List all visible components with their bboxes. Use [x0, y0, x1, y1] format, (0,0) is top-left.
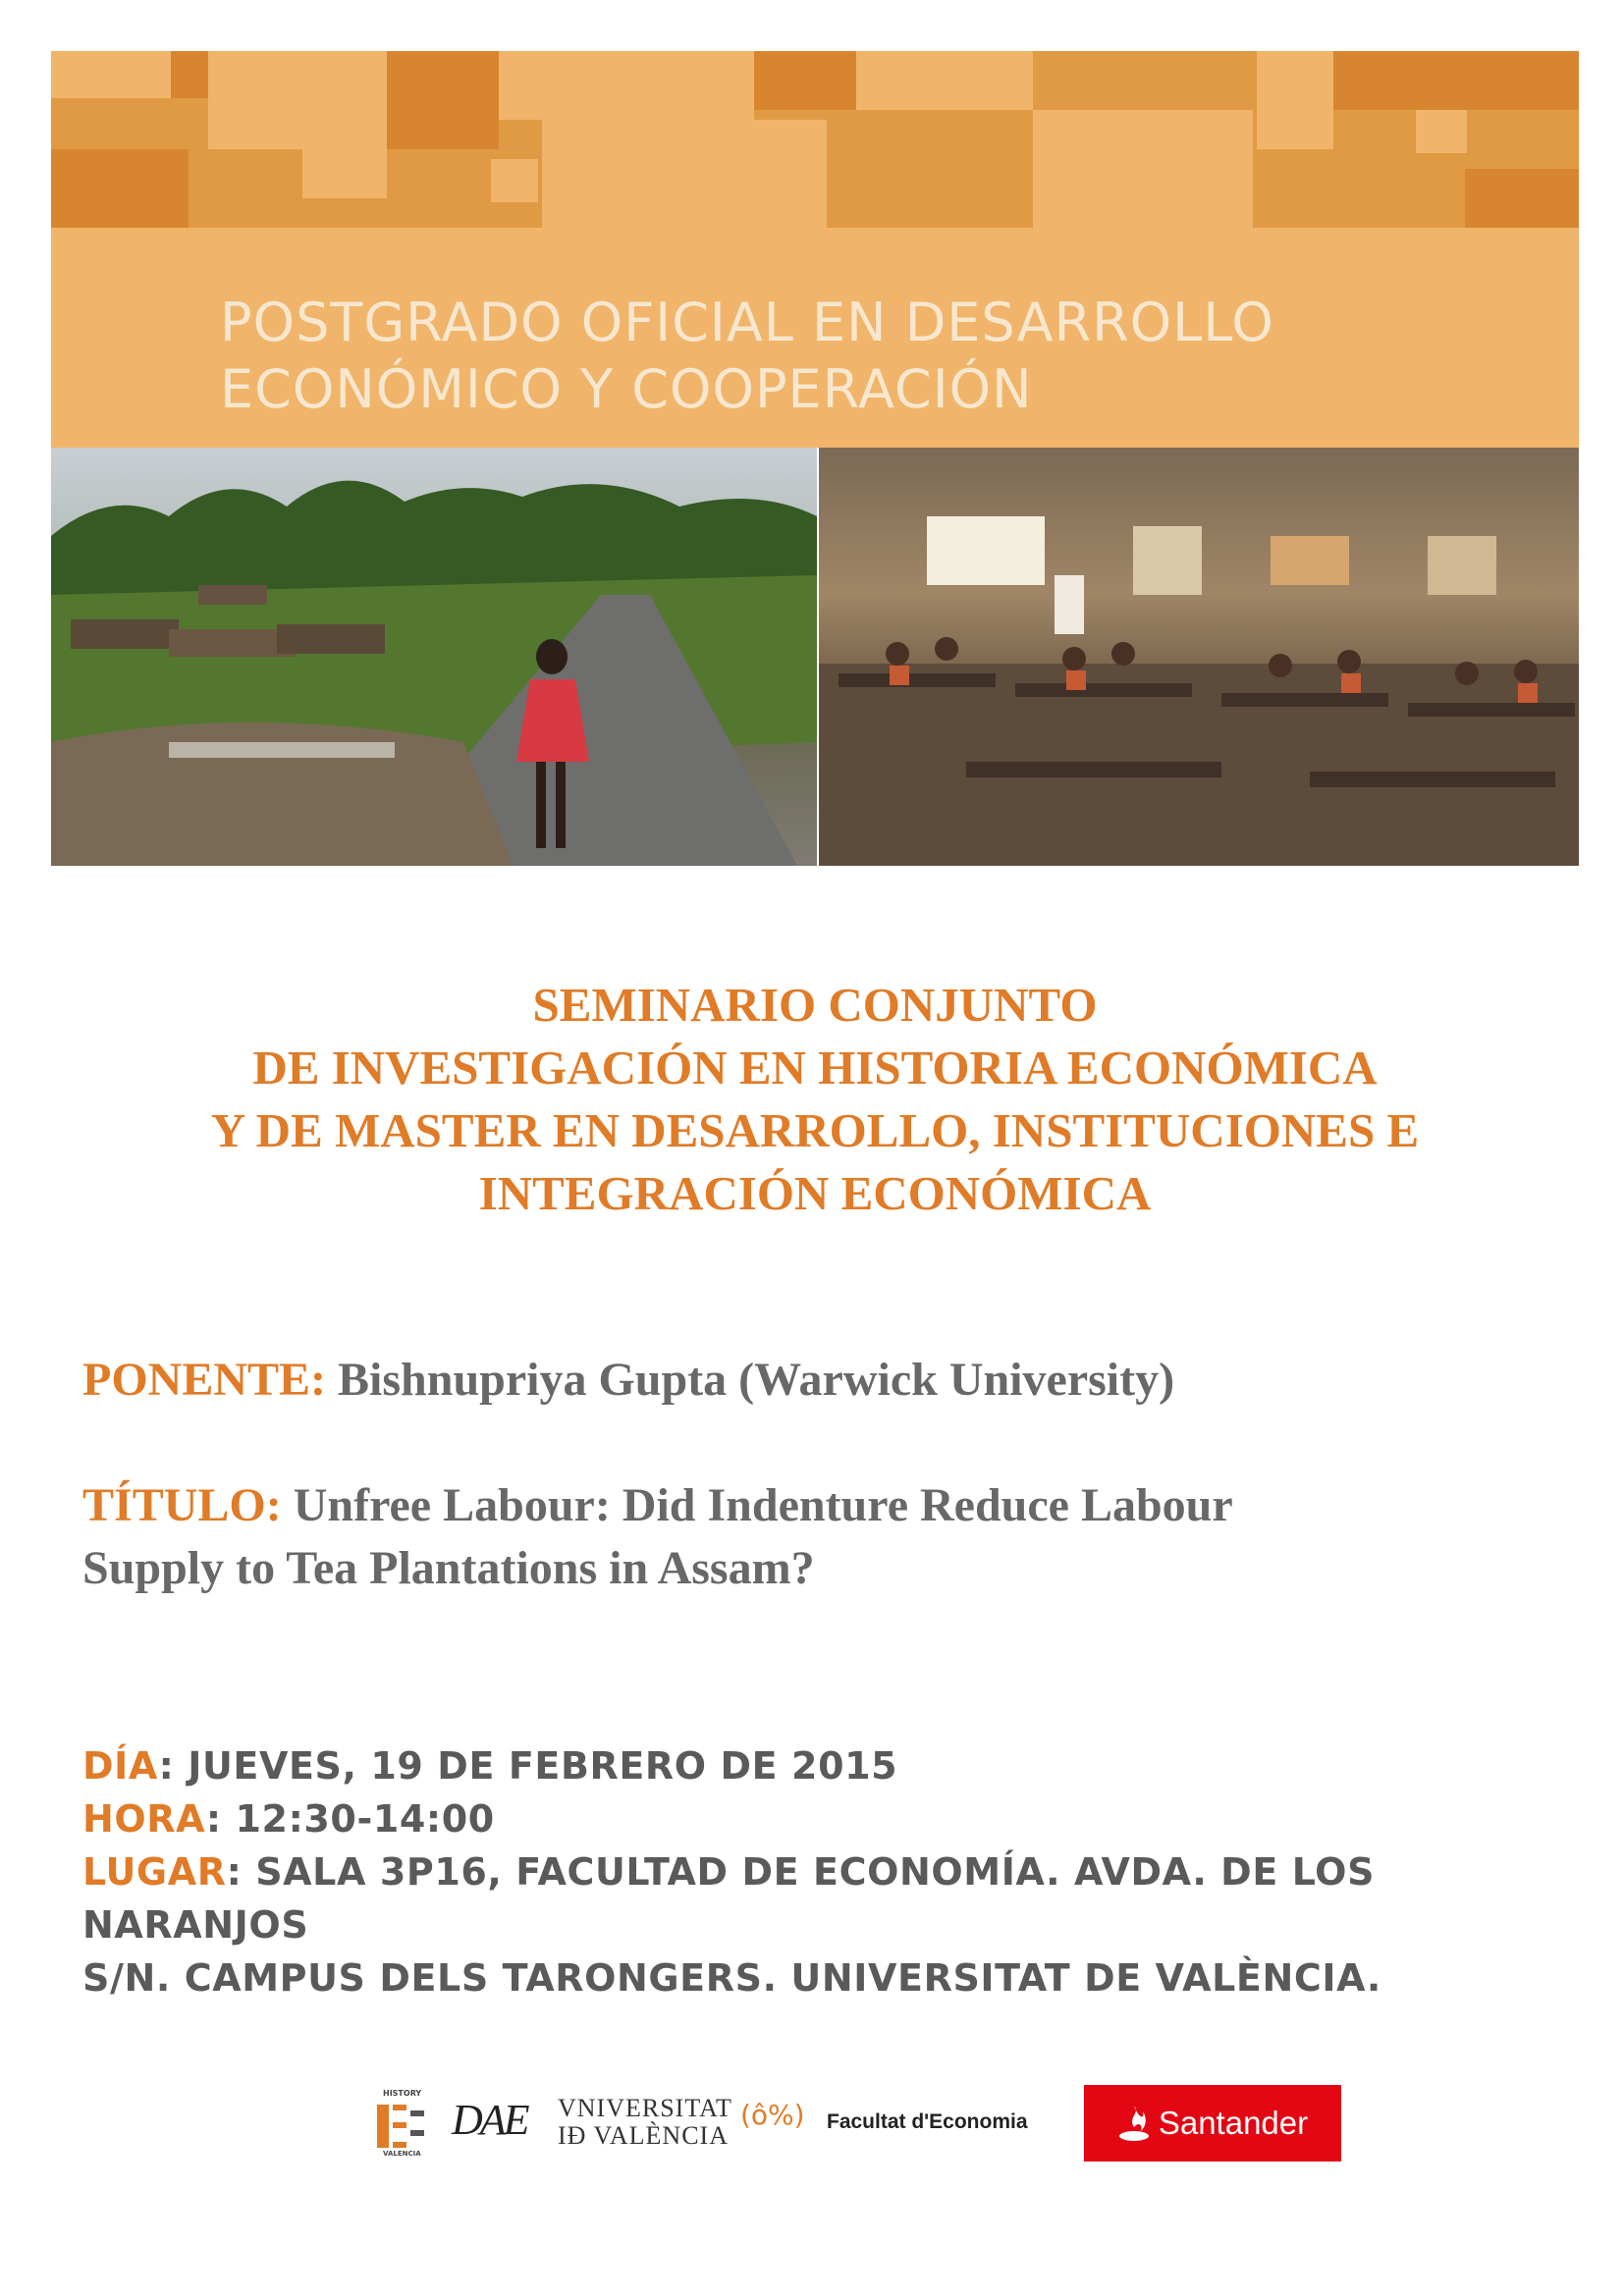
event-details — [82, 1739, 1585, 2004]
uv-line1: VNIVERSITAT — [558, 2094, 732, 2122]
banner-tile — [1257, 51, 1333, 149]
seminar-title — [51, 974, 1579, 1225]
place-label: LUGAR — [82, 1850, 227, 1894]
speaker-label: PONENTE: — [82, 1354, 327, 1406]
place-value-line1: : SALA 3P16, FACULTAD DE ECONOMÍA. AVDA. DE LOS NARANJOS — [82, 1850, 1376, 1947]
history-logo-text: HISTORY — [383, 2089, 422, 2098]
banner-tile — [387, 51, 499, 149]
banner-tile — [856, 51, 1033, 110]
talk-title-block — [82, 1474, 1575, 1600]
banner-tile — [1333, 51, 1579, 110]
faculty-economia-text: Facultat d'Economia — [827, 2110, 1028, 2133]
history-valencia-logo — [375, 2089, 434, 2160]
uv-line2: IÐ VALÈNCIA — [558, 2121, 729, 2150]
seminar-line4: INTEGRACIÓN ECONÓMICA — [478, 1166, 1152, 1220]
day-value: : JUEVES, 19 DE FEBRERO DE 2015 — [158, 1744, 898, 1788]
faculty-economia-logo — [827, 2110, 1072, 2150]
seminar-line2: DE INVESTIGACIÓN EN HISTORIA ECONÓMICA — [252, 1041, 1378, 1095]
place-value-line2: S/N. CAMPUS DELS TARONGERS. UNIVERSITAT DE VALÈNCIA. — [82, 1956, 1381, 2000]
talk-title-line2: Supply to Tea Plantations in Assam? — [82, 1542, 815, 1594]
talk-title-label: TÍTULO: — [82, 1479, 282, 1531]
seminar-line3: Y DE MASTER EN DESARROLLO, INSTITUCIONES E — [210, 1103, 1420, 1157]
banner-title-line1: POSTGRADO OFICIAL EN DESARROLLO — [220, 292, 1274, 353]
banner-title-line2: ECONÓMICO Y COOPERACIÓN — [220, 358, 1033, 420]
banner-tile — [491, 159, 538, 202]
banner-tile — [1416, 110, 1467, 153]
speaker-block — [82, 1349, 1575, 1412]
classroom-scene-illustration — [819, 448, 1579, 866]
time-label: HORA — [82, 1797, 206, 1841]
seminar-line1: SEMINARIO CONJUNTO — [532, 978, 1098, 1032]
banner-tile — [754, 51, 856, 110]
banner-tile — [51, 149, 189, 228]
day-row — [82, 1739, 1585, 1792]
place-row — [82, 1845, 1585, 1951]
faculty-symbol — [740, 2099, 819, 2148]
road-photo — [51, 448, 817, 866]
road-scene-illustration — [51, 448, 817, 866]
banner-tile — [302, 51, 387, 198]
santander-logo — [1084, 2085, 1341, 2162]
day-label: DÍA — [82, 1744, 159, 1788]
banner-tile — [208, 51, 302, 149]
header-banner — [51, 51, 1579, 448]
speaker-name: Bishnupriya Gupta (Warwick University) — [338, 1354, 1175, 1406]
santander-logo-text: Santander — [1158, 2105, 1309, 2141]
universitat-valencia-logo — [558, 2095, 734, 2158]
banner-tile — [171, 51, 208, 98]
history-logo-subtext: VALENCIA — [383, 2150, 421, 2158]
faculty-symbol-text: (ô%) — [740, 2099, 805, 2131]
flame-icon — [1117, 2104, 1151, 2143]
dae-logo-text: DAE — [452, 2096, 527, 2144]
dae-logo — [452, 2095, 534, 2154]
banner-tile — [51, 51, 171, 98]
talk-title-line1: Unfree Labour: Did Indenture Reduce Labour — [293, 1479, 1233, 1531]
classroom-photo — [819, 448, 1579, 866]
banner-tile — [1465, 169, 1579, 228]
banner-title — [220, 290, 1274, 423]
time-row — [82, 1792, 1585, 1845]
time-value: : 12:30-14:00 — [205, 1797, 495, 1841]
banner-tile — [499, 51, 754, 120]
